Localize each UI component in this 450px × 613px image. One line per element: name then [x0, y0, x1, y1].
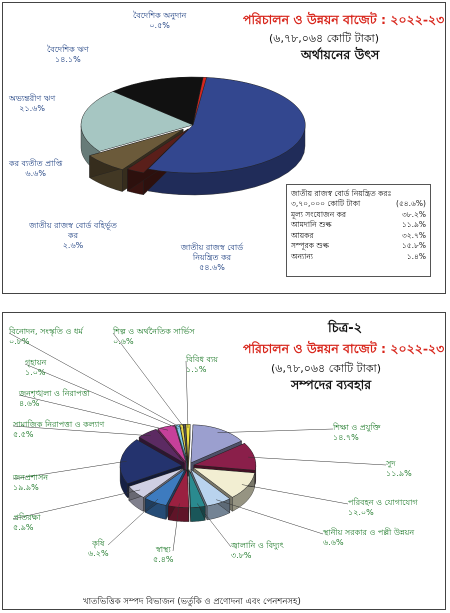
table-total-pct: (৫৪.৬%)	[396, 199, 426, 208]
slice-value: ১৯.৯%	[13, 483, 39, 492]
slice-name: স্থানীয় সরকার ও পল্লী উন্নয়ন	[323, 528, 415, 537]
chart2-subtitle: (৬,৭৮,০৬৪ কোটি টাকা)	[271, 362, 382, 375]
slice-label	[386, 459, 412, 479]
slice-label	[186, 355, 218, 375]
table-row-value: ৩৮.২%	[401, 209, 426, 219]
table-row	[291, 210, 426, 221]
leader-line	[242, 485, 348, 504]
slice-value: ১৪.৭%	[333, 433, 359, 442]
slice-value: ২.৬%	[62, 241, 84, 250]
slice-label-domestic-loan	[9, 94, 55, 114]
table-row	[291, 220, 426, 231]
slice-name: পরিবহন ও যোগাযোগ	[348, 498, 418, 507]
slice-name: গৃহায়ন	[25, 358, 47, 367]
table-row-label: মূল্য সংযোজন কর	[291, 209, 346, 219]
table-total-row	[291, 199, 426, 210]
slice-value: ৫.৯%	[13, 523, 34, 532]
figure-label: চিত্র-২	[328, 321, 363, 336]
slice-value: ০.৮%	[9, 337, 30, 346]
leader-line	[218, 429, 334, 433]
slice-name: বিনোদন, সংস্কৃতি ও ধর্ম	[9, 327, 83, 336]
chart1-title: পরিচালন ও উন্নয়ন বাজেট : ২০২২-২৩	[243, 12, 445, 27]
slice-label	[231, 541, 284, 561]
slice-label-foreign-loan	[47, 45, 89, 65]
slice-value: ২১.৬%	[19, 104, 45, 113]
slice-name: জনপ্রশাসন	[13, 473, 49, 482]
slice-label	[19, 389, 90, 409]
slice-label	[13, 513, 40, 533]
slice-label-foreign-grant	[133, 11, 186, 31]
table-row	[291, 231, 426, 242]
table-row-label: আয়কর	[291, 230, 314, 240]
slice-name: প্রতিরক্ষা	[13, 513, 41, 522]
slice-value: ৫.৫%	[13, 430, 34, 439]
chart1-subtitle: (৬,৭৮,০৬৪ কোটি টাকা)	[269, 32, 380, 45]
slice-value: ৪.৬%	[19, 399, 40, 408]
slice-label-non-tax-receipts	[9, 159, 62, 179]
slice-name: বৈদেশিক ঋণ	[47, 45, 89, 54]
nbr-tax-breakdown-table	[286, 184, 431, 277]
table-row-label: আমদানি শুল্ক	[291, 220, 332, 229]
slice-name: জনশৃঙ্খলা ও নিরাপত্তা	[19, 389, 90, 398]
slice-name: জ্বালানি ও বিদ্যুৎ	[231, 541, 284, 550]
slice-value: ৫.৪%	[153, 555, 174, 564]
slice-label	[88, 539, 109, 559]
leader-line	[113, 333, 185, 428]
slice-name: অভ্যন্তরীণ ঋণ	[9, 94, 56, 103]
slice-label	[323, 528, 414, 548]
slice-value: ৬.২%	[88, 549, 109, 558]
leader-line	[108, 499, 158, 545]
slice-value: ০.৫%	[149, 21, 170, 30]
slice-value: ১৪.১%	[55, 55, 81, 64]
chart2-heading: সম্পদের ব্যবহার	[291, 377, 372, 392]
slice-label	[153, 545, 174, 565]
table-rows	[291, 210, 426, 263]
chart1-heading: অর্থায়নের উৎস	[301, 47, 380, 62]
slice-label	[25, 358, 46, 378]
slice-name: বৈদেশিক অনুদান	[133, 11, 187, 20]
slice-name: সামাজিক নিরাপত্তা ও কল্যাণ	[13, 420, 105, 429]
slice-value: ৬.৬%	[25, 169, 46, 178]
table-row-value: ১১.৯%	[401, 220, 426, 229]
slice-value: ১.১%	[186, 365, 207, 374]
table-row-label: অন্যান্য	[291, 251, 313, 261]
slice-label	[333, 423, 380, 443]
table-row-value: ১৫.৮%	[401, 241, 426, 250]
slice-label	[113, 327, 195, 347]
slice-label	[9, 327, 83, 347]
resource-use-panel	[2, 312, 446, 610]
slice-value: ৬.৬%	[323, 538, 344, 547]
table-row	[291, 241, 426, 252]
slice-value: ১.০%	[25, 368, 46, 377]
slice-name: সুদ	[386, 459, 396, 468]
slice-value: ০.৬%	[113, 337, 134, 346]
slice-name: শিক্ষা ও প্রযুক্তি	[333, 423, 381, 432]
table-row-label: সম্পূরক শুল্ক	[291, 241, 329, 250]
leader-line	[9, 333, 182, 428]
slice-name: কৃষি	[92, 539, 105, 548]
slice-label	[348, 498, 418, 518]
slice-name: জাতীয় রাজস্ব বোর্ড নিয়ন্ত্রিত কর	[180, 243, 244, 262]
funding-sources-panel	[2, 2, 446, 294]
leader-line	[248, 457, 386, 465]
slice-name: বিবিধ ব্যয়	[186, 355, 218, 364]
slice-label	[13, 420, 104, 440]
slice-value: ৫৪.৬%	[199, 263, 225, 272]
slice-name: কর ব্যতীত প্রাপ্তি	[9, 159, 63, 168]
chart2-footer: খাতভিত্তিক সম্পদ বিভাজন (ভর্তুকি ও প্রণোদনা এবং পেনশনসহ)	[83, 597, 301, 607]
table-total-value: ৩,৭০,০০০ কোটি টাকা	[291, 199, 361, 208]
slice-label	[13, 473, 48, 493]
table-title: জাতীয় রাজস্ব বোর্ড নিয়ন্ত্রিত করঃ	[291, 189, 392, 198]
table-row-value: ৩২.৭%	[401, 230, 426, 240]
table-row-value: ১.৪%	[406, 251, 426, 261]
slice-value: ১১.৯%	[386, 469, 412, 478]
leader-line	[216, 500, 323, 534]
slice-name: জাতীয় রাজস্ব বোর্ড বহির্ভূত কর	[29, 221, 117, 240]
slice-label-nbr-tax	[171, 243, 253, 273]
slice-name: শিল্প ও অর্থনৈতিক সার্ভিস	[113, 327, 195, 336]
slice-value: ১২.০%	[348, 508, 374, 517]
slice-name: স্বাস্থ্য	[155, 545, 171, 554]
slice-value: ৩.৮%	[231, 551, 252, 560]
table-row	[291, 252, 426, 263]
chart2-title: পরিচালন ও উন্নয়ন বাজেট : ২০২২-২৩	[243, 341, 445, 356]
slice-label-non-nbr-tax	[27, 221, 119, 251]
